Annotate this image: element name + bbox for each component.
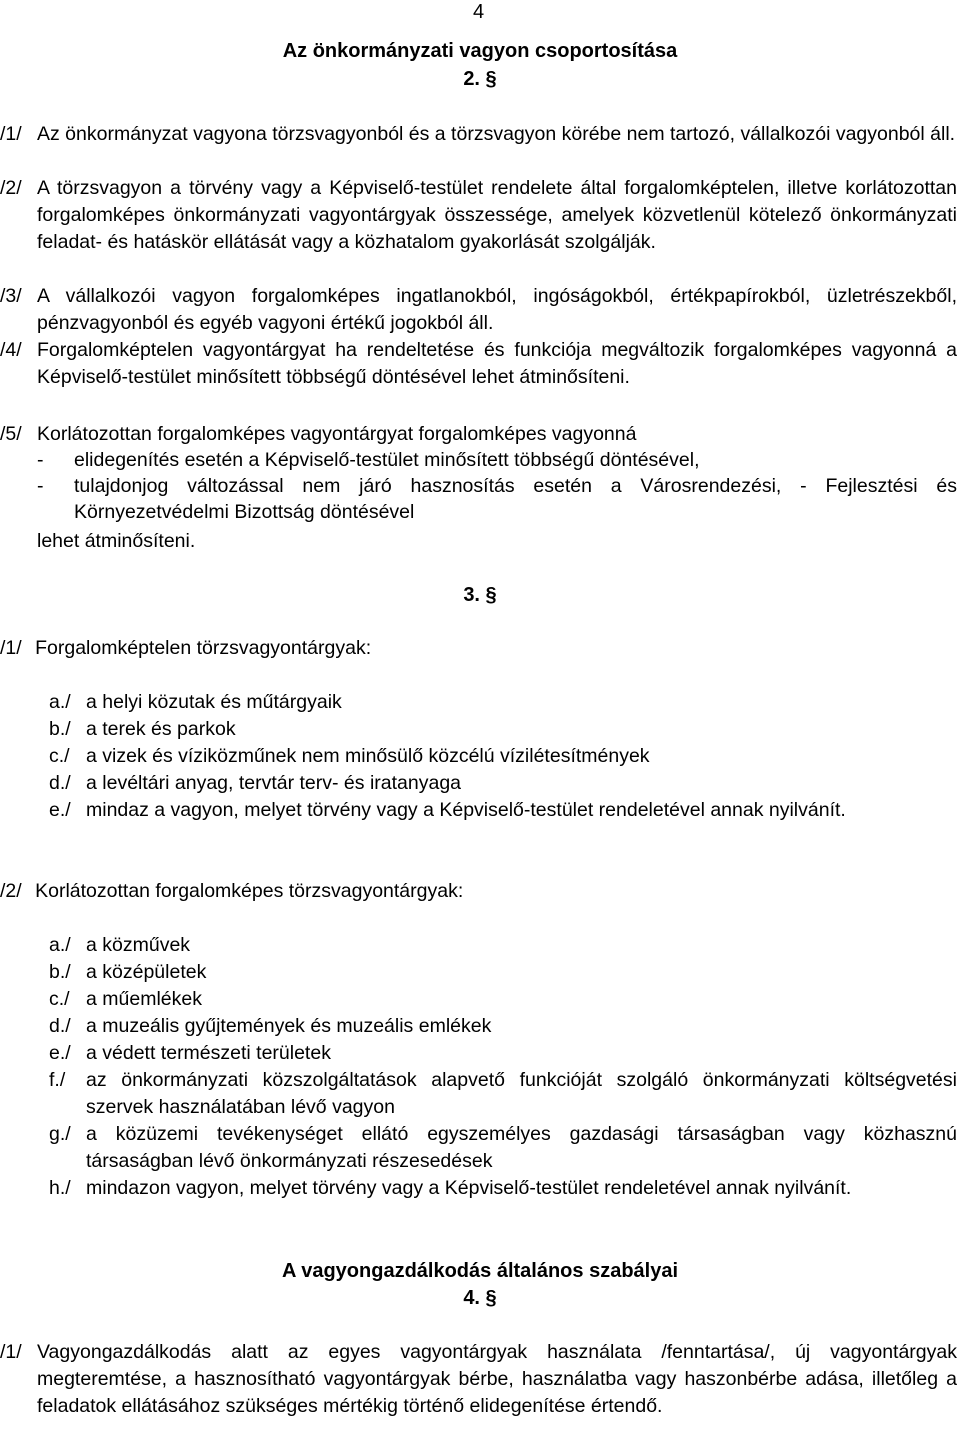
list-item-text: a védett természeti területek bbox=[86, 1042, 331, 1064]
list-label: c./ bbox=[49, 745, 70, 767]
paragraph-number: /2/ bbox=[0, 177, 22, 199]
list-item-text: az önkormányzati közszolgáltatások alapvető funkcióját szolgáló önkormányzati költségvetési szervek használatában lévő vagyon bbox=[86, 1069, 957, 1118]
list-item-text: a muzeális gyűjtemények és muzeális emlékek bbox=[86, 1015, 492, 1037]
list-item-text: elidegenítés esetén a Képviselő-testület minősített többségű döntésével, bbox=[74, 449, 700, 471]
paragraph-number: /1/ bbox=[0, 637, 22, 659]
paragraph-number: /3/ bbox=[0, 285, 22, 307]
list-item bbox=[49, 770, 957, 797]
page-number: 4 bbox=[473, 1, 485, 23]
list-item bbox=[49, 932, 957, 959]
paragraph-4-1 bbox=[0, 1339, 957, 1420]
paragraph-2-1 bbox=[0, 121, 957, 148]
list-dash: - bbox=[37, 475, 44, 497]
list-item-text: a levéltári anyag, tervtár terv- és iratanyaga bbox=[86, 772, 462, 794]
paragraph-2-5 bbox=[0, 421, 957, 448]
list-item bbox=[49, 1067, 957, 1121]
paragraph-3-2-heading bbox=[0, 878, 463, 905]
list-label: g./ bbox=[49, 1123, 71, 1145]
list-label: a./ bbox=[49, 691, 71, 713]
list-item-text: a terek és parkok bbox=[86, 718, 236, 740]
list-dash: - bbox=[37, 449, 44, 471]
paragraph-number: /4/ bbox=[0, 339, 22, 361]
list-item-text: a közüzemi tevékenységet ellátó egyszemélyes gazdasági társaságban vagy közhasznú társaságban lévő önkormányzati részesedések bbox=[86, 1123, 957, 1172]
list-item-text: mindaz a vagyon, melyet törvény vagy a Képviselő-testület rendeletével annak nyilvánít. bbox=[86, 799, 846, 821]
paragraph-2-4 bbox=[0, 337, 957, 391]
list-item bbox=[37, 447, 957, 473]
list-item bbox=[49, 1013, 957, 1040]
paragraph-number: /5/ bbox=[0, 423, 22, 445]
list-item bbox=[37, 473, 957, 525]
list-item-text: a műemlékek bbox=[86, 988, 202, 1010]
paragraph-2-2 bbox=[0, 175, 957, 256]
list-item-text: a középületek bbox=[86, 961, 207, 983]
list-label: b./ bbox=[49, 961, 71, 983]
paragraph-text: A vállalkozói vagyon forgalomképes ingatlanokból, ingóságokból, értékpapírokból, üzletrészekből, pénzvagyonból és egyéb vagyoni értékű jogokból áll. bbox=[37, 285, 957, 334]
paragraph-text: Az önkormányzat vagyona törzsvagyonból és a törzsvagyon körébe nem tartozó, vállalkozói vagyonból áll. bbox=[37, 123, 956, 145]
section-number-4: 4. § bbox=[463, 1287, 497, 1309]
section-number-2: 2. § bbox=[463, 68, 497, 90]
paragraph-3-1-heading bbox=[0, 635, 371, 662]
section-heading-vagyon: Az önkormányzati vagyon csoportosítása bbox=[282, 40, 678, 62]
list-item-text: a vizek és víziközműnek nem minősülő közcélú vízilétesítmények bbox=[86, 745, 650, 767]
paragraph-text: Vagyongazdálkodás alatt az egyes vagyontárgyak használata /fenntartása/, új vagyontárgyak megteremtése, a hasznosítható vagyontárgyak bérbe, használatba vagy haszonbérbe adása, illetőleg a feladatok ellátásához szükséges mértékig történő elidegenítése értendő. bbox=[37, 1341, 957, 1417]
list-label: a./ bbox=[49, 934, 71, 956]
list-label: d./ bbox=[49, 772, 71, 794]
list-label: b./ bbox=[49, 718, 71, 740]
list-item-text: a helyi közutak és műtárgyaik bbox=[86, 691, 342, 713]
list-item bbox=[49, 689, 957, 716]
section-heading-vagyongazdalkodas: A vagyongazdálkodás általános szabályai bbox=[281, 1260, 679, 1282]
list-item bbox=[49, 959, 957, 986]
list-item bbox=[49, 1121, 957, 1175]
paragraph-text: Korlátozottan forgalomképes törzsvagyontárgyak: bbox=[35, 880, 464, 902]
paragraph-3-1-list bbox=[49, 689, 957, 824]
paragraph-text: Korlátozottan forgalomképes vagyontárgyat forgalomképes vagyonná bbox=[37, 423, 637, 445]
list-item bbox=[49, 743, 957, 770]
list-item-text: mindazon vagyon, melyet törvény vagy a Képviselő-testület rendeletével annak nyilvánít. bbox=[86, 1177, 852, 1199]
list-item bbox=[49, 1175, 957, 1202]
list-label: c./ bbox=[49, 988, 70, 1010]
paragraph-2-5-closing: lehet átminősíteni. bbox=[37, 530, 196, 552]
list-label: f./ bbox=[49, 1069, 66, 1091]
list-item-text: a közművek bbox=[86, 934, 191, 956]
list-item bbox=[49, 986, 957, 1013]
paragraph-text: Forgalomképtelen törzsvagyontárgyak: bbox=[35, 637, 372, 659]
list-item-text: tulajdonjog változással nem járó hasznosítás esetén a Városrendezési, - Fejlesztési és Környezetvédelmi Bizottság döntésével bbox=[74, 475, 957, 523]
list-item bbox=[49, 797, 957, 824]
paragraph-2-3 bbox=[0, 283, 957, 337]
list-label: d./ bbox=[49, 1015, 71, 1037]
paragraph-3-2-list bbox=[49, 932, 957, 1202]
list-label: e./ bbox=[49, 1042, 71, 1064]
paragraph-number: /1/ bbox=[0, 1341, 22, 1363]
list-label: h./ bbox=[49, 1177, 71, 1199]
list-label: e./ bbox=[49, 799, 71, 821]
list-item bbox=[49, 1040, 957, 1067]
list-item bbox=[49, 716, 957, 743]
paragraph-text: Forgalomképtelen vagyontárgyat ha rendeltetése és funkciója megváltozik forgalomképes vagyonná a Képviselő-testület minősített többségű döntésével lehet átminősíteni. bbox=[37, 339, 957, 388]
paragraph-text: A törzsvagyon a törvény vagy a Képviselő-testület rendelete által forgalomképtelen, illetve korlátozottan forgalomképes önkormányzati vagyontárgyak összessége, amelyek közvetlenül kötelező önkormányzati feladat- és hatáskör ellátását vagy a közhatalom gyakorlását szolgálják. bbox=[37, 177, 957, 253]
paragraph-2-5-list bbox=[37, 447, 957, 525]
paragraph-number: /1/ bbox=[0, 123, 22, 145]
paragraph-number: /2/ bbox=[0, 880, 22, 902]
section-number-3: 3. § bbox=[463, 584, 497, 606]
